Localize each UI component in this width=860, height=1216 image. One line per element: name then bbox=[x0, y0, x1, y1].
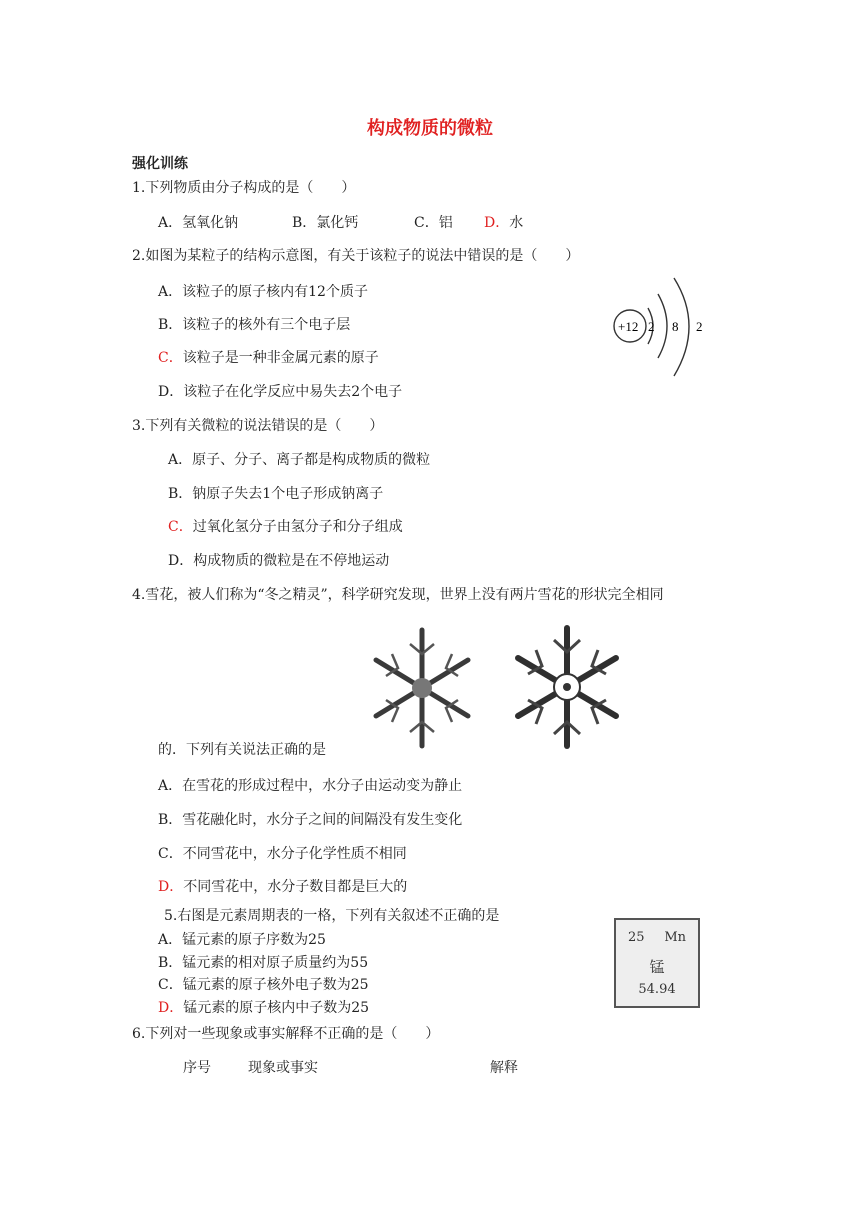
question-5-stem: 5.右图是元素周期表的一格，下列有关叙述不正确的是 bbox=[164, 908, 500, 924]
q2-option-c bbox=[158, 350, 379, 367]
question-4-stem: 4.雪花，被人们称为“冬之精灵”，科学研究发现，世界上没有两片雪花的形状完全相同 bbox=[132, 587, 664, 603]
question-6-stem: 6.下列对一些现象或事实解释不正确的是（ ） bbox=[132, 1026, 440, 1042]
option-label: B． bbox=[292, 215, 317, 231]
q5-option-b bbox=[158, 955, 368, 972]
snowflake-1-image bbox=[372, 624, 472, 752]
option-label: B． bbox=[158, 317, 183, 333]
table-header-row bbox=[0, 1060, 860, 1080]
q4-option-d bbox=[158, 879, 407, 896]
q4-option-a bbox=[158, 778, 462, 795]
option-label: C． bbox=[158, 846, 183, 862]
q2-option-b bbox=[158, 317, 350, 334]
option-label: B． bbox=[168, 486, 193, 502]
option-text: 该粒子的核外有三个电子层 bbox=[182, 317, 351, 333]
option-text: 该粒子是一种非金属元素的原子 bbox=[182, 350, 379, 366]
q1-option-d bbox=[484, 215, 523, 232]
snowflake-2-image bbox=[512, 624, 622, 750]
element-symbol: Mn bbox=[664, 930, 686, 945]
option-label: C． bbox=[158, 977, 183, 993]
option-text: 锰元素的原子序数为25 bbox=[182, 932, 326, 948]
option-text: 雪花融化时，水分子之间的间隔没有发生变化 bbox=[182, 812, 463, 828]
option-label: A． bbox=[158, 215, 183, 231]
question-4-stem-continued: 的．下列有关说法正确的是 bbox=[158, 742, 326, 758]
table-header-index: 序号 bbox=[183, 1060, 211, 1076]
answer-label: D． bbox=[158, 879, 184, 895]
answer-label: D． bbox=[158, 1000, 184, 1016]
option-label: A． bbox=[158, 932, 183, 948]
option-text: 钠原子失去1个电子形成钠离子 bbox=[192, 486, 384, 502]
option-label: A． bbox=[158, 284, 183, 300]
q4-option-c bbox=[158, 846, 407, 863]
element-atomic-number: 25 bbox=[628, 930, 645, 945]
option-text: 过氧化氢分子由氢分子和分子组成 bbox=[192, 519, 403, 535]
q2-option-a bbox=[158, 284, 368, 301]
question-2-stem: 2.如图为某粒子的结构示意图，有关于该粒子的说法中错误的是（ ） bbox=[132, 248, 580, 264]
option-text: 铝 bbox=[438, 215, 453, 231]
option-text: 该粒子在化学反应中易失去2个电子 bbox=[183, 384, 403, 400]
q1-option-a bbox=[158, 215, 238, 232]
q1-option-b bbox=[292, 215, 358, 232]
shell-1-count: 2 bbox=[648, 319, 655, 334]
option-label: C． bbox=[414, 215, 439, 231]
option-label: B． bbox=[158, 955, 183, 971]
q3-option-a bbox=[168, 452, 430, 469]
table-header-explanation: 解释 bbox=[490, 1060, 518, 1076]
shell-2-count: 8 bbox=[672, 319, 679, 334]
periodic-table-cell bbox=[614, 918, 700, 1008]
option-label: D． bbox=[168, 553, 194, 569]
page-title: 构成物质的微粒 bbox=[367, 118, 493, 139]
section-heading: 强化训练 bbox=[132, 156, 188, 172]
table-header-phenomenon: 现象或事实 bbox=[248, 1060, 318, 1076]
answer-label: C． bbox=[158, 350, 183, 366]
option-text: 氯化钙 bbox=[316, 215, 359, 231]
answer-label: D． bbox=[484, 215, 510, 231]
q5-option-d bbox=[158, 1000, 369, 1017]
option-text: 水 bbox=[509, 215, 524, 231]
option-text: 锰元素的原子核外电子数为25 bbox=[182, 977, 369, 993]
q5-option-a bbox=[158, 932, 326, 949]
option-text: 锰元素的原子核内中子数为25 bbox=[183, 1000, 370, 1016]
element-atomic-mass: 54.94 bbox=[638, 982, 676, 997]
option-text: 构成物质的微粒是在不停地运动 bbox=[193, 553, 390, 569]
option-label: B． bbox=[158, 812, 183, 828]
shell-3-count: 2 bbox=[696, 319, 703, 334]
nucleus-charge: +12 bbox=[618, 319, 639, 334]
option-label: A． bbox=[168, 452, 193, 468]
element-name: 锰 bbox=[649, 958, 665, 976]
option-text: 不同雪花中，水分子数目都是巨大的 bbox=[183, 879, 408, 895]
question-3-stem: 3.下列有关微粒的说法错误的是（ ） bbox=[132, 418, 384, 434]
option-text: 该粒子的原子核内有12个质子 bbox=[182, 284, 368, 300]
q2-option-d bbox=[158, 384, 402, 401]
option-label: A． bbox=[158, 778, 183, 794]
option-text: 原子、分子、离子都是构成物质的微粒 bbox=[192, 452, 431, 468]
option-text: 不同雪花中，水分子化学性质不相同 bbox=[182, 846, 407, 862]
q1-option-c bbox=[414, 215, 453, 232]
question-1-stem: 1.下列物质由分子构成的是（ ） bbox=[132, 180, 356, 196]
answer-label: C． bbox=[168, 519, 193, 535]
q3-option-b bbox=[168, 486, 383, 503]
q3-option-c bbox=[168, 519, 403, 536]
q4-option-b bbox=[158, 812, 462, 829]
option-text: 氢氧化钠 bbox=[182, 215, 239, 231]
option-text: 锰元素的相对原子质量约为55 bbox=[182, 955, 369, 971]
option-text: 在雪花的形成过程中，水分子由运动变为静止 bbox=[182, 778, 463, 794]
option-label: D． bbox=[158, 384, 184, 400]
q5-option-c bbox=[158, 977, 369, 994]
electron-shell-2 bbox=[658, 294, 667, 358]
atom-diagram-svg bbox=[608, 268, 728, 384]
q3-option-d bbox=[168, 553, 389, 570]
